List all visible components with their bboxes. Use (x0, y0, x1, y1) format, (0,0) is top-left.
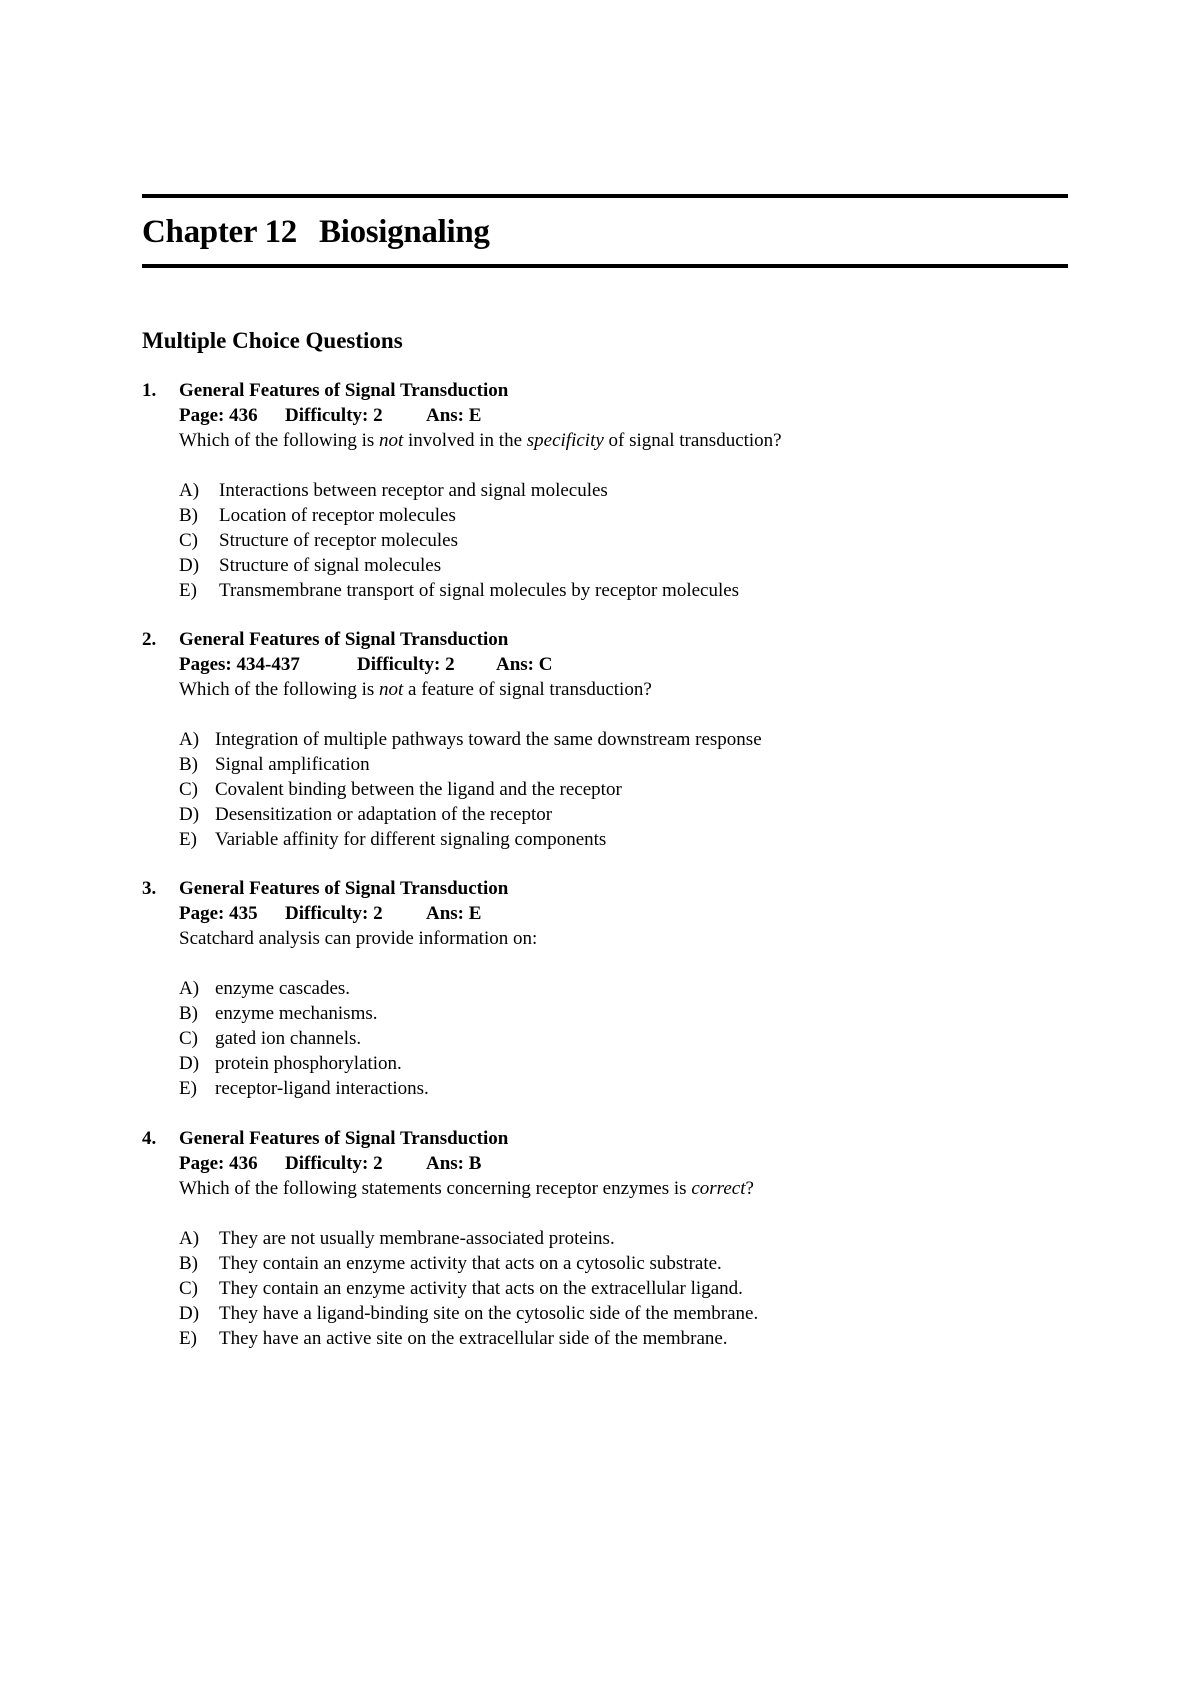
answer-option-b: B) Signal amplification (179, 754, 370, 775)
question-3 (142, 876, 1062, 1101)
question-page: Page: 436 (179, 405, 258, 426)
question-difficulty: Difficulty: 2 (285, 903, 383, 924)
answer-option-a: A) They are not usually membrane-associated proteins. (179, 1228, 615, 1249)
answer-option-a: A) enzyme cascades. (179, 978, 351, 999)
header-top-rule (142, 194, 1068, 198)
question-stem: Which of the following is not a feature of signal transduction? (179, 679, 652, 700)
question-difficulty: Difficulty: 2 (285, 1153, 383, 1174)
chapter-name: Biosignaling (318, 214, 490, 250)
section-title: Multiple Choice Questions (142, 328, 403, 353)
question-meta (179, 901, 1062, 926)
question-topic: General Features of Signal Transduction (179, 878, 509, 899)
answer-option-e: E) Variable affinity for different signaling components (179, 829, 607, 850)
answer-option-c: C) gated ion channels. (179, 1028, 362, 1049)
question-1 (142, 378, 1062, 603)
answer-option-b: B) Location of receptor molecules (179, 505, 456, 526)
question-meta (179, 652, 1062, 677)
answer-option-e: E) They have an active site on the extracellular side of the membrane. (179, 1328, 728, 1349)
question-stem: Which of the following statements concerning receptor enzymes is correct? (179, 1178, 754, 1199)
answer-option-d: D) Structure of signal molecules (179, 555, 442, 576)
answer-option-a: A) Interactions between receptor and signal molecules (179, 480, 608, 501)
answer-option-c: C) Structure of receptor molecules (179, 530, 458, 551)
question-number: 4. (142, 1128, 157, 1149)
question-stem: Scatchard analysis can provide information on: (179, 928, 538, 949)
question-meta (179, 1151, 1062, 1176)
question-number: 2. (142, 629, 157, 650)
answer-option-a: A) Integration of multiple pathways toward the same downstream response (179, 729, 762, 750)
question-4 (142, 1126, 1062, 1351)
question-answer: Ans: C (496, 654, 553, 675)
question-topic: General Features of Signal Transduction (179, 1128, 509, 1149)
answer-option-e: E) receptor-ligand interactions. (179, 1078, 429, 1099)
answer-option-d: D) They have a ligand-binding site on the cytosolic side of the membrane. (179, 1303, 759, 1324)
question-answer: Ans: B (426, 1153, 482, 1174)
answer-option-b: B) They contain an enzyme activity that acts on a cytosolic substrate. (179, 1253, 722, 1274)
question-stem: Which of the following is not involved in the specificity of signal transduction? (179, 430, 782, 451)
question-number: 1. (142, 380, 157, 401)
question-2 (142, 627, 1062, 852)
answer-option-c: C) Covalent binding between the ligand and the receptor (179, 779, 622, 800)
answer-option-e: E) Transmembrane transport of signal molecules by receptor molecules (179, 580, 740, 601)
question-page: Page: 435 (179, 903, 258, 924)
question-number: 3. (142, 878, 157, 899)
answer-option-c: C) They contain an enzyme activity that acts on the extracellular ligand. (179, 1278, 743, 1299)
chapter-title (142, 212, 490, 252)
question-page: Pages: 434-437 (179, 654, 300, 675)
question-difficulty: Difficulty: 2 (285, 405, 383, 426)
question-meta (179, 403, 1062, 428)
question-page: Page: 436 (179, 1153, 258, 1174)
answer-option-b: B) enzyme mechanisms. (179, 1003, 378, 1024)
question-answer: Ans: E (426, 405, 482, 426)
header-bottom-rule (142, 264, 1068, 268)
question-answer: Ans: E (426, 903, 482, 924)
answer-option-d: D) Desensitization or adaptation of the receptor (179, 804, 553, 825)
question-difficulty: Difficulty: 2 (357, 654, 455, 675)
answer-option-d: D) protein phosphorylation. (179, 1053, 402, 1074)
question-topic: General Features of Signal Transduction (179, 380, 509, 401)
chapter-label: Chapter 12 (142, 214, 297, 250)
question-topic: General Features of Signal Transduction (179, 629, 509, 650)
